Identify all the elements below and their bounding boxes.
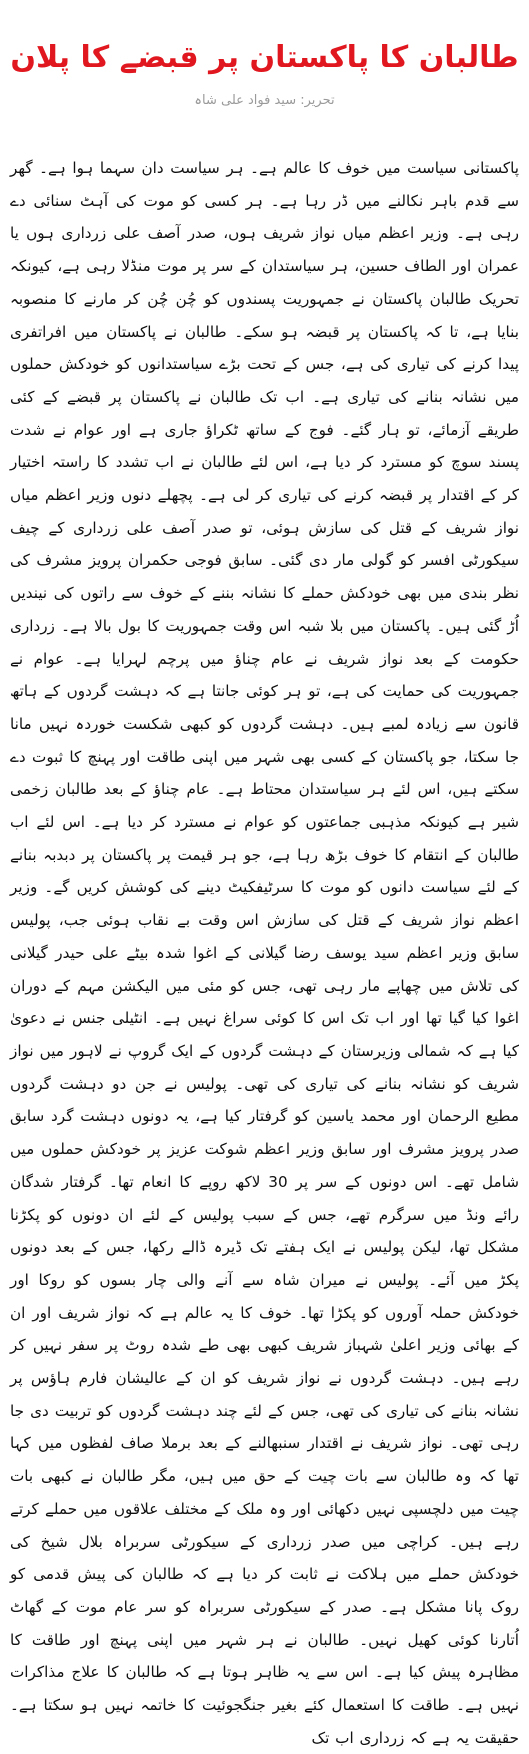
- article-body: [10, 152, 519, 1747]
- article-paragraph: پاکستانی سیاست میں خوف کا عالم ہے۔ ہر سیاست دان سہما ہوا ہے۔ گھر سے قدم باہر نکالنے میں ڈر رہا ہے۔ ہر کسی کو موت کی آہٹ سنائی دے رہی ہے۔ وزیر اعظم میاں نواز شریف ہوں، صدر آصف علی زرداری ہوں یا عمران اور الطاف حسین، ہر سیاستدان کے سر پر موت منڈلا رہی ہے، کیونکہ تحریک طالبان پاکستان نے جمہوریت پسندوں کو چُن چُن کر مارنے کا منصوبہ بنایا ہے، تا کہ پاکستان پر قبضہ ہو سکے۔ طالبان نے پاکستان میں افراتفری پیدا کرنے کی تیاری کی ہے، جس کے تحت بڑے سیاستدانوں کو خودکش حملوں میں نشانہ بنانے کی تیاری ہے۔ اب تک طالبان نے پاکستان پر قبضے کے کئی طریقے آزمائے، تو ہار گئے۔ فوج کے ساتھ ٹکراؤ جاری ہے اور عوام نے شدت پسند سوچ کو مسترد کر دیا ہے، اس لئے طالبان نے اب تشدد کا راستہ اختیار کر کے اقتدار پر قبضہ کرنے کی تیاری کر لی ہے۔ پچھلے دنوں وزیر اعظم میاں نواز شریف کے قتل کی سازش ہوئی، تو صدر آصف علی زرداری کے چیف سیکورٹی افسر کو گولی مار دی گئی۔ سابق فوجی حکمران پرویز مشرف کی نظر بندی میں بھی خودکش حملے کا نشانہ بننے کے خوف سے راتوں کی نیندیں اُڑ گئی ہیں۔ پاکستان میں بلا شبہ اس وقت جمہوریت کا بول بالا ہے۔ زرداری حکومت کے بعد نواز شریف نے عام چناؤ میں پرچم لہرایا ہے۔ عوام نے جمہوریت کی حمایت کی ہے، تو ہر کوئی جانتا ہے کہ دہشت گردوں کے ہاتھ قانون سے زیادہ لمبے ہیں۔ دہشت گردوں کو کبھی شکست خوردہ نہیں مانا جا سکتا، جو پاکستان کے کسی بھی شہر میں اپنی طاقت اور پہنچ کا ثبوت دے سکتے ہیں، اس لئے ہر سیاستدان محتاط ہے۔ عام چناؤ کے بعد طالبان زخمی شیر ہے کیونکہ مذہبی جماعتوں کو عوام نے مسترد کر دیا ہے۔ اس لئے اب طالبان کے انتقام کا خوف بڑھ رہا ہے، جو ہر قیمت پر پاکستان پر دبدبہ بنانے کے لئے سیاست دانوں کو موت کا سرٹیفکیٹ دینے کی کوشش کریں گے۔ وزیر اعظم نواز شریف کے قتل کی سازش اس وقت بے نقاب ہوئی جب، پولیس سابق وزیر اعظم سید یوسف رضا گیلانی کے اغوا شدہ بیٹے علی حیدر گیلانی کی تلاش میں چھاپے مار رہی تھی، جس کو مئی میں الیکشن مہم کے دوران اغوا کیا گیا تھا اور اب تک اس کا کوئی سراغ نہیں ہے۔ انٹیلی جنس نے دعویٰ کیا ہے کہ شمالی وزیرستان کے دہشت گردوں کے ایک گروپ نے لاہور میں نواز شریف کو نشانہ بنانے کی تیاری کی تھی۔ پولیس نے جن دو دہشت گردوں مطیع الرحمان اور محمد یاسین کو گرفتار کیا ہے، یہ دونوں دہشت گرد سابق صدر پرویز مشرف اور سابق وزیر اعظم شوکت عزیز پر خودکش حملوں میں شامل تھے۔ اس دونوں کے سر پر 30 لاکھ روپے کا انعام تھا۔ گرفتار شدگان رائے ونڈ میں سرگرم تھے، جس کے سبب پولیس کے لئے ان دونوں کو پکڑنا مشکل تھا، لیکن پولیس نے ایک ہفتے تک ڈیرہ ڈالے رکھا، جس کے بعد دونوں پکڑ میں آئے۔ پولیس نے میران شاہ سے آنے والی چار بسوں کو روکا اور خودکش حملہ آوروں کو پکڑا تھا۔ خوف کا یہ عالم ہے کہ نواز شریف اور ان کے بھائی وزیر اعلیٰ شہباز شریف کبھی بھی طے شدہ روٹ پر سفر نہیں کر رہے ہیں۔ دہشت گردوں نے نواز شریف کو ان کے عالیشان فارم ہاؤس پر نشانہ بنانے کی تیاری کی تھی، جس کے لئے چند دہشت گردوں کو تربیت دی جا رہی تھی۔ نواز شریف نے اقتدار سنبھالنے کے بعد برملا صاف لفظوں میں کہا تھا کہ وہ طالبان سے بات چیت کے حق میں ہیں، مگر طالبان نے کبھی بات چیت میں دلچسپی نہیں دکھائی اور وہ ملک کے مختلف علاقوں میں حملے کرتے رہے ہیں۔ کراچی میں صدر زرداری کے سیکورٹی سربراہ بلال شیخ کی خودکش حملے میں ہلاکت نے ثابت کر دیا ہے کہ طالبان کی پیش قدمی کو روک پانا مشکل ہے۔ صدر کے سیکورٹی سربراہ کو سر عام موت کے گھاٹ اُتارنا کوئی کھیل نہیں۔ طالبان نے ہر شہر میں اپنی پہنچ اور طاقت کا مظاہرہ پیش کیا ہے۔ اس سے یہ ظاہر ہوتا ہے کہ طالبان کا علاج مذاکرات نہیں ہے۔ طاقت کا استعمال کئے بغیر جنگجوئیت کا خاتمہ نہیں ہو سکتا ہے۔ حقیقت یہ ہے کہ زرداری اب تک: [10, 159, 519, 1747]
- article-title: طالبان کا پاکستان پر قبضے کا پلان: [10, 40, 519, 76]
- article-byline: تحریر: سید فواد علی شاہ: [194, 93, 335, 108]
